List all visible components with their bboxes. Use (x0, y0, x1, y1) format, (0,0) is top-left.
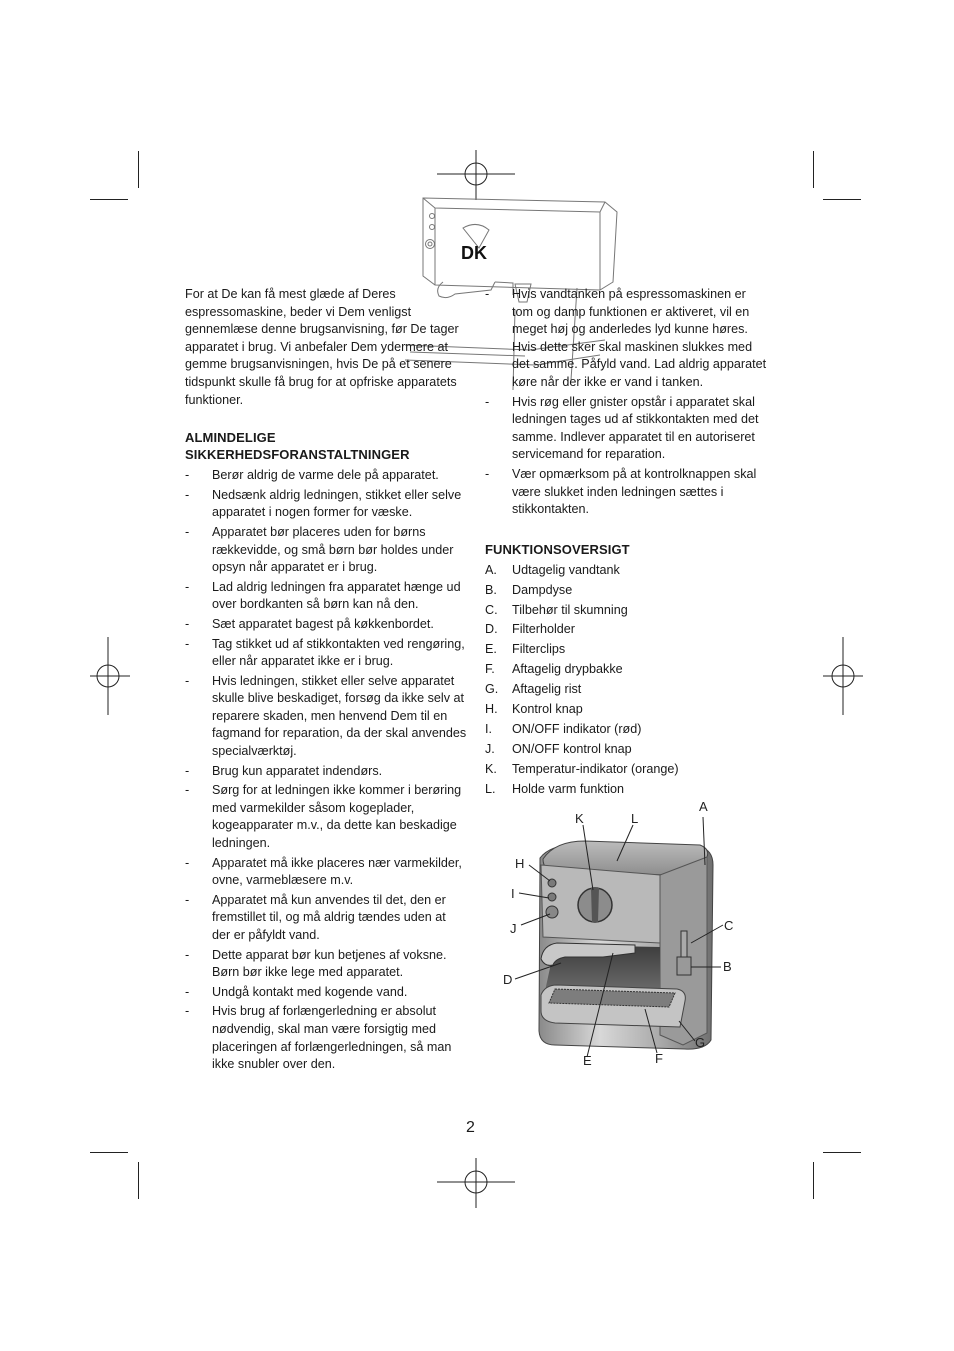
functions-heading: FUNKTIONSOVERSIGT (485, 541, 630, 557)
function-label: Tilbehør til skumning (512, 602, 628, 617)
espresso-machine-diagram (495, 795, 755, 1075)
diagram-label-l: L (631, 811, 639, 826)
crop-mark (90, 1152, 128, 1153)
safety-list-item (185, 1003, 467, 1073)
diagram-label-h: H (515, 856, 525, 871)
function-label: Kontrol knap (512, 701, 583, 716)
function-label: Filterclips (512, 642, 566, 657)
dash-bullet: - (485, 394, 490, 409)
function-label: ON/OFF indikator (rød) (512, 721, 642, 736)
safety-item-text: Nedsænk aldrig ledningen, stikket eller selve apparatet i nogen former for væske. (212, 487, 462, 520)
knob-grip (591, 888, 599, 922)
function-label: Aftagelig drypbakke (512, 662, 623, 677)
dash-bullet: - (185, 673, 190, 688)
intro-paragraph: For at De kan få mest glæde af Deres espressomaskine, beder vi Dem venligst gennemlæse denne brugsanvisning, før De tager apparatet i brug. Vi anbefaler Dem ydermere at gemme brugsanvisningen, hvis De på et senere tidspunkt skulle få brug for at opfriske apparatets funktioner. (185, 287, 459, 407)
safety-item-text: Apparatet må ikke placeres nær varmekilder, ovne, varmeblæsere m.v. (212, 855, 462, 888)
function-list-item (485, 761, 767, 779)
dash-bullet: - (485, 466, 490, 481)
on-off-button (546, 906, 558, 918)
function-list-item (485, 741, 767, 759)
registration-mark-left (90, 637, 130, 715)
safety-heading-line1: ALMINDELIGE (185, 430, 276, 446)
function-label: Temperatur-indikator (orange) (512, 761, 679, 776)
function-key: A. (485, 562, 497, 577)
safety-item-text: Lad aldrig ledningen fra apparatet hænge ud over bordkanten så børn kan nå den. (212, 579, 461, 612)
safety-list-item (185, 524, 467, 577)
left-column (185, 286, 467, 1076)
safety-heading (185, 429, 467, 463)
dash-bullet: - (185, 468, 190, 483)
safety-item-text: Undgå kontakt med kogende vand. (212, 984, 408, 999)
function-key: C. (485, 602, 498, 617)
safety-list-item (485, 286, 767, 392)
registration-mark-right (823, 637, 863, 715)
function-label: Udtagelig vandtank (512, 562, 620, 577)
steam-nozzle (681, 931, 687, 957)
function-key: E. (485, 642, 497, 657)
function-label: Filterholder (512, 622, 575, 637)
safety-item-text: Sørg for at ledningen ikke kommer i berøring med varmekilder såsom kogeplader, kogeapparater m.v., da dette kan beskadige ledningen. (212, 783, 462, 851)
dash-bullet: - (185, 636, 190, 651)
function-list-item (485, 582, 767, 600)
dash-bullet: - (185, 783, 190, 798)
function-list-item (485, 621, 767, 639)
dash-bullet: - (185, 763, 190, 778)
safety-list-item (185, 579, 467, 614)
safety-list-right (485, 286, 767, 519)
diagram-label-g: G (695, 1035, 706, 1050)
function-list-item (485, 661, 767, 679)
function-label: Aftagelig rist (512, 682, 582, 697)
function-key: G. (485, 682, 499, 697)
dash-bullet: - (185, 855, 190, 870)
diagram-label-f: F (655, 1051, 663, 1066)
function-list-item (485, 562, 767, 580)
function-list-item (485, 701, 767, 719)
dash-bullet: - (185, 524, 190, 539)
safety-list-left (185, 467, 467, 1074)
dash-bullet: - (185, 1004, 190, 1019)
frothing-attachment (677, 957, 691, 975)
dash-bullet: - (185, 892, 190, 907)
function-key: I. (485, 721, 492, 736)
language-badge: DK (461, 243, 487, 263)
safety-item-text: Hvis ledningen, stikket eller selve apparatet skulle blive beskadiget, forsøg da ikke selv at reparere skaden, men henvend Dem til en fagmand for reparation, da der skal anvendes specialværktøj. (212, 673, 467, 759)
diagram-label-d: D (503, 972, 513, 987)
safety-item-text: Apparatet bør placeres uden for børns rækkevidde, og små børn bør holdes under opsyn når apparatet er i brug. (212, 524, 454, 575)
safety-item-text: Dette apparat bør kun betjenes af voksne. Børn bør ikke lege med apparatet. (212, 947, 447, 980)
function-list-item (485, 602, 767, 620)
safety-list-item (185, 467, 467, 485)
dash-bullet: - (185, 947, 190, 962)
crop-mark (138, 151, 139, 188)
safety-list-item (185, 763, 467, 781)
functions-list (485, 562, 767, 798)
function-key: H. (485, 701, 498, 716)
registration-mark-bottom (437, 1158, 515, 1208)
crop-mark (813, 1162, 814, 1199)
safety-list-item (185, 636, 467, 671)
function-key: B. (485, 582, 497, 597)
page-number: 2 (466, 1119, 475, 1136)
safety-list-item (185, 892, 467, 945)
diagram-label-i: I (511, 886, 515, 901)
diagram-label-b: B (723, 959, 732, 974)
crop-mark (823, 1152, 861, 1153)
function-list-item (485, 641, 767, 659)
safety-list-item (185, 947, 467, 982)
right-column (485, 286, 767, 800)
indicator-light-i (548, 893, 556, 901)
diagram-label-c: C (724, 918, 734, 933)
safety-item-text: Vær opmærksom på at kontrolknappen skal være slukket inden ledningen sættes i stikkontakten. (512, 466, 757, 517)
function-label: Holde varm funktion (512, 781, 624, 796)
function-label: Dampdyse (512, 582, 573, 597)
diagram-label-e: E (583, 1053, 592, 1068)
dash-bullet: - (185, 487, 190, 502)
function-key: D. (485, 622, 498, 637)
crop-mark (90, 199, 128, 200)
safety-list-item (185, 673, 467, 761)
crop-mark (813, 151, 814, 188)
safety-list-item (485, 466, 767, 519)
safety-list-item (185, 616, 467, 634)
diagram-label-j: J (510, 921, 517, 936)
function-list-item (485, 721, 767, 739)
safety-heading-line2: SIKKERHEDSFORANSTALTNINGER (185, 447, 410, 463)
function-key: L. (485, 781, 496, 796)
safety-item-text: Hvis vandtanken på espressomaskinen er tom og damp funktionen er aktiveret, vil en meget høj og anderledes lyd kunne høres. Hvis dette sker skal maskinen slukkes med det samme. Påfyld vand. Lad aldrig apparatet køre når der ikke er vand i tanken. (512, 287, 767, 389)
dash-bullet: - (185, 579, 190, 594)
safety-item-text: Berør aldrig de varme dele på apparatet. (212, 468, 439, 483)
function-key: J. (485, 741, 495, 756)
function-label: ON/OFF kontrol knap (512, 741, 632, 756)
diagram-label-a: A (699, 799, 708, 814)
safety-list-item (485, 394, 767, 464)
safety-item-text: Hvis brug af forlængerledning er absolut nødvendig, skal man være forsigtig med placeringen af forlængerledningen, så man ikke snubler over den. (212, 1004, 452, 1072)
safety-item-text: Hvis røg eller gnister opstår i apparatet skal ledningen tages ud af stikkontakten med det samme. Indlever apparatet til en autoriseret servicemand for reparation. (512, 394, 759, 462)
dash-bullet: - (185, 984, 190, 999)
safety-item-text: Tag stikket ud af stikkontakten ved rengøring, eller når apparatet ikke er i brug. (212, 636, 465, 669)
safety-item-text: Sæt apparatet bagest på køkkenbordet. (212, 616, 434, 631)
crop-mark (138, 1162, 139, 1199)
safety-list-item (185, 984, 467, 1002)
diagram-label-k: K (575, 811, 584, 826)
function-list-item (485, 681, 767, 699)
function-key: K. (485, 761, 497, 776)
safety-list-item (185, 855, 467, 890)
function-key: F. (485, 662, 495, 677)
safety-list-item (185, 487, 467, 522)
dash-bullet: - (485, 287, 490, 301)
safety-item-text: Apparatet må kun anvendes til det, den er fremstillet til, og må aldrig tændes uden at der er påfyldt vand. (212, 892, 446, 942)
safety-item-text: Brug kun apparatet indendørs. (212, 763, 383, 778)
crop-mark (823, 199, 861, 200)
dash-bullet: - (185, 616, 190, 631)
safety-list-item (185, 782, 467, 852)
